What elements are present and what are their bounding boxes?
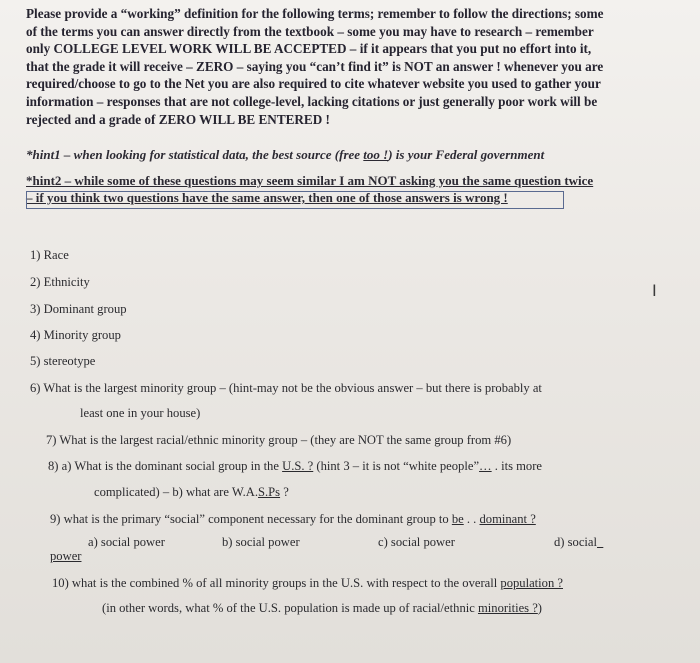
instructions-line: information – responses that are not college-level, lacking citations or just generally poor work will be — [26, 93, 598, 109]
question-1: 1) Race — [30, 248, 69, 262]
question-10: 10) what is the combined % of all minority groups in the U.S. with respect to the overall population ? — [52, 576, 563, 590]
text-selection-box — [26, 191, 564, 209]
instructions-line: of the terms you can answer directly from the textbook – some you may have to research – remember — [26, 23, 594, 39]
question-3: 3) Dominant group — [30, 302, 127, 316]
hint-2-line: *hint2 – while some of these questions may seem similar I am NOT asking you the same question twice — [26, 173, 594, 188]
text-cursor-icon: I — [652, 281, 657, 300]
option-d: d) social — [554, 535, 598, 549]
hint-1: *hint1 – when looking for statistical data, the best source (free too !) is your Federal government — [26, 147, 545, 162]
instructions-paragraph — [26, 5, 674, 128]
question-8a: 8) a) What is the dominant social group in the U.S. ? (hint 3 – it is not “white people”… . its more — [48, 459, 543, 473]
instructions-line: only COLLEGE LEVEL WORK WILL BE ACCEPTED – if it appears that you put no effort into it, — [26, 41, 592, 57]
question-10-continued: (in other words, what % of the U.S. population is made up of racial/ethnic minorities ?) — [102, 601, 542, 615]
question-6-continued: least one in your house) — [80, 406, 201, 420]
option-c: c) social power — [378, 535, 455, 549]
question-2: 2) Ethnicity — [30, 275, 90, 289]
question-7: 7) What is the largest racial/ethnic minority group – (they are NOT the same group from #6) — [46, 433, 512, 447]
option-a: a) social power — [88, 535, 165, 549]
option-b: b) social power — [222, 535, 300, 549]
question-5: 5) stereotype — [30, 354, 96, 368]
instructions-line: required/choose to go to the Net you are also required to cite whatever website you used to gather your — [26, 76, 601, 92]
option-d-continued: power — [50, 549, 82, 563]
question-9: 9) what is the primary “social” component necessary for the dominant group to be . . dominant ? — [50, 512, 536, 526]
question-4: 4) Minority group — [30, 328, 121, 342]
instructions-line: rejected and a grade of ZERO WILL BE ENTERED ! — [26, 111, 330, 127]
instructions-line: that the grade it will receive – ZERO – saying you “can’t find it” is NOT an answer ! whenever you are — [26, 58, 604, 74]
question-8b: complicated) – b) what are W.A.S.Ps ? — [94, 485, 289, 499]
question-6: 6) What is the largest minority group – (hint-may not be the obvious answer – but there is probably at — [30, 381, 542, 395]
instructions-line: Please provide a “working” definition for the following terms; remember to follow the directions; some — [26, 6, 604, 21]
hint-2-line: – if you think two questions have the same answer, then one of those answers is wrong ! — [26, 190, 508, 205]
